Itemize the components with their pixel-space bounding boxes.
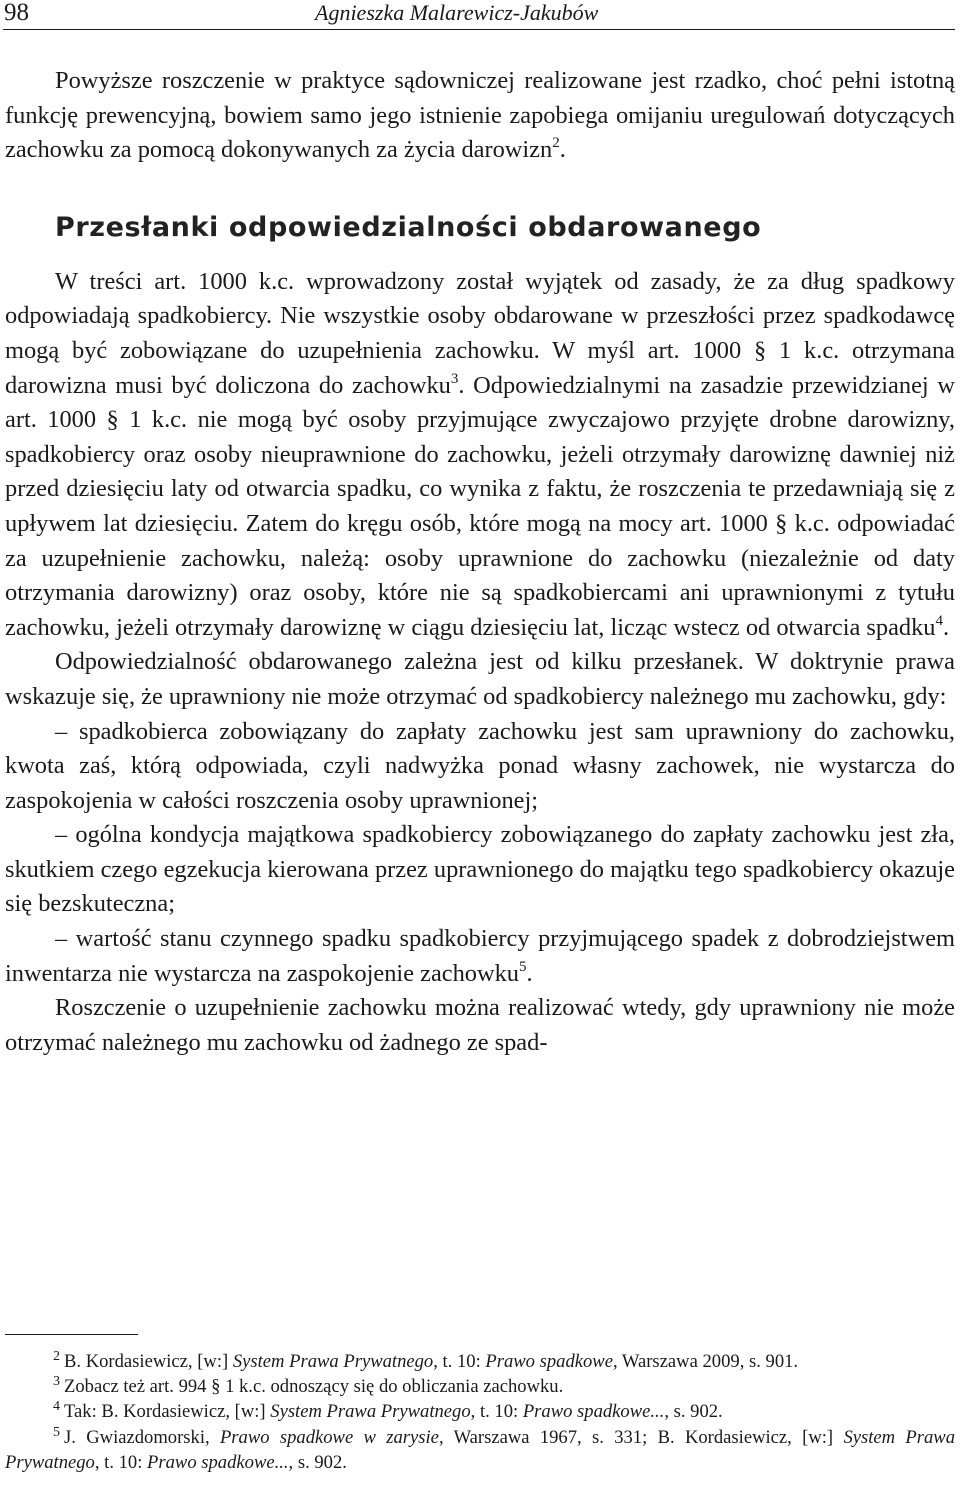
footnote-5 bbox=[5, 1425, 955, 1475]
list-item-2: – ogólna kondycja majątkowa spadkobiercy zobowiązanego do zapłaty zachowku jest zła, skutkiem czego egzekucja kierowana przez uprawnionego do majątku tego spadkobiercy okazuje się bezskuteczna; bbox=[5, 821, 955, 918]
paragraph-1 bbox=[5, 64, 955, 168]
footnote-number: 3 bbox=[53, 1374, 60, 1390]
footnote-title: System Prawa Prywatnego bbox=[5, 1426, 955, 1473]
running-header bbox=[0, 0, 955, 28]
paragraph-2-text-b: . Odpowiedzialnymi na zasadzie przewidzianej w art. 1000 § 1 k.c. nie mogą być osoby przyjmujące zwyczajowo przyjęte drobne darowizny, spadkobiercy oraz osoby nieuprawnione do zachowku, jeżeli otrzymały darowiznę dawniej niż przed dziesięciu laty od otwarcia spadku, co wynika z faktu, że roszczenia te przedawniają się z upływem lat dziesięciu. Zatem do kręgu osób, które mogą na mocy art. 1000 § k.c. odpowiadać za uzupełnienie zachowku, należą: osoby uprawnione do zachowku (niezależnie od daty otrzymania darowizny) oraz osoby, które nie są spadkobiercami ani uprawnionymi z tytułu zachowku, jeżeli otrzymały darowiznę w ciągu dziesięciu lat, licząc wstecz od otwarcia spadku bbox=[5, 371, 955, 641]
list-item-3-end: . bbox=[526, 959, 533, 987]
footnotes bbox=[5, 1349, 955, 1475]
footnote-ref-4[interactable]: 4 bbox=[935, 612, 944, 629]
paragraph-2-end: . bbox=[943, 613, 950, 641]
footnote-text: Tak: B. Kordasiewicz, [w:] bbox=[64, 1401, 271, 1423]
paragraph-2-text-a: W treści art. 1000 k.c. wprowadzony został wyjątek od zasady, że za dług spadkowy odpowiadają spadkobiercy. Nie wszystkie osoby obdarowane w przeszłości przez spadkodawcę mogą być zobowiązane do uzupełnienia zachowku. W myśl art. 1000 § 1 k.c. otrzymana darowizna musi być doliczona do zachowku bbox=[5, 267, 955, 399]
page-number: 98 bbox=[4, 0, 29, 26]
footnote-text: , Warszawa 2009, s. 901. bbox=[612, 1351, 799, 1372]
footnote-title: System Prawa Prywatnego bbox=[270, 1401, 471, 1423]
body-text bbox=[5, 64, 955, 1060]
header-rule bbox=[3, 29, 955, 30]
paragraph-4: Roszczenie o uzupełnienie zachowku można realizować wtedy, gdy uprawniony nie może otrzymać należnego mu zachowku od żadnego ze spad- bbox=[5, 994, 955, 1056]
footnote-text: , Warszawa 1967, s. 331; B. Kordasiewicz, [w:] bbox=[438, 1426, 844, 1448]
footnote-number: 2 bbox=[53, 1349, 60, 1364]
footnote-text: B. Kordasiewicz, [w:] bbox=[64, 1351, 233, 1372]
footnote-text: , t. 10: bbox=[94, 1451, 148, 1473]
footnote-title: System Prawa Prywatnego bbox=[232, 1351, 434, 1372]
footnote-separator bbox=[5, 1334, 138, 1335]
footnote-ref-2[interactable]: 2 bbox=[552, 135, 560, 152]
list-item-3-text: – wartość stanu czynnego spadku spadkobiercy przyjmującego spadek z dobrodziejstwem inwentarza nie wystarcza na zaspokojenie zachowku bbox=[5, 925, 955, 987]
footnote-3 bbox=[5, 1374, 955, 1399]
paragraph-1-text: Powyższe roszczenie w praktyce sądowniczej realizowane jest rzadko, choć pełni istotną funkcję prewencyjną, bowiem samo jego istnienie zapobiega omijaniu uregulowań dotyczących zachowku za pomocą dokonywanych za życia darowizn bbox=[5, 67, 955, 164]
footnote-title: Prawo spadkowe... bbox=[147, 1451, 289, 1473]
footnote-ref-3[interactable]: 3 bbox=[450, 370, 459, 387]
section-heading: Przesłanki odpowiedzialności obdarowanego bbox=[55, 211, 762, 243]
footnote-title: Prawo spadkowe bbox=[485, 1351, 613, 1372]
footnote-text: Zobacz też art. 994 § 1 k.c. odnoszący się do obliczania zachowku. bbox=[64, 1376, 564, 1398]
footnote-number: 4 bbox=[53, 1399, 60, 1415]
footnote-title: Prawo spadkowe... bbox=[522, 1401, 665, 1423]
list-item-1: – spadkobierca zobowiązany do zapłaty zachowku jest sam uprawniony do zachowku, kwota zaś, którą odpowiada, czyli nadwyżka ponad własny zachowek, nie wystarcza do zaspokojenia w całości roszczenia osoby uprawnionej; bbox=[5, 717, 955, 814]
footnote-text: , t. 10: bbox=[470, 1401, 523, 1423]
footnote-text: , s. 902. bbox=[664, 1401, 723, 1423]
paragraph-2 bbox=[5, 265, 955, 646]
running-head-author: Agnieszka Malarewicz-Jakubów bbox=[315, 0, 599, 25]
footnote-title: Prawo spadkowe w zarysie bbox=[219, 1426, 439, 1448]
footnote-4 bbox=[5, 1399, 955, 1424]
footnote-ref-5[interactable]: 5 bbox=[519, 958, 527, 975]
footnote-2 bbox=[5, 1349, 955, 1374]
footnote-text: J. Gwiazdomorski, bbox=[64, 1426, 220, 1448]
list-item-3 bbox=[5, 922, 955, 991]
paragraph-1-end: . bbox=[559, 136, 566, 164]
footnote-text: , t. 10: bbox=[433, 1351, 486, 1372]
footnote-text: , s. 902. bbox=[288, 1451, 347, 1473]
paragraph-3: Odpowiedzialność obdarowanego zależna jest od kilku przesłanek. W doktrynie prawa wskazuje się, że uprawniony nie może otrzymać od spadkobiercy należnego mu zachowku, gdy: bbox=[5, 648, 955, 710]
footnote-number: 5 bbox=[53, 1424, 60, 1440]
